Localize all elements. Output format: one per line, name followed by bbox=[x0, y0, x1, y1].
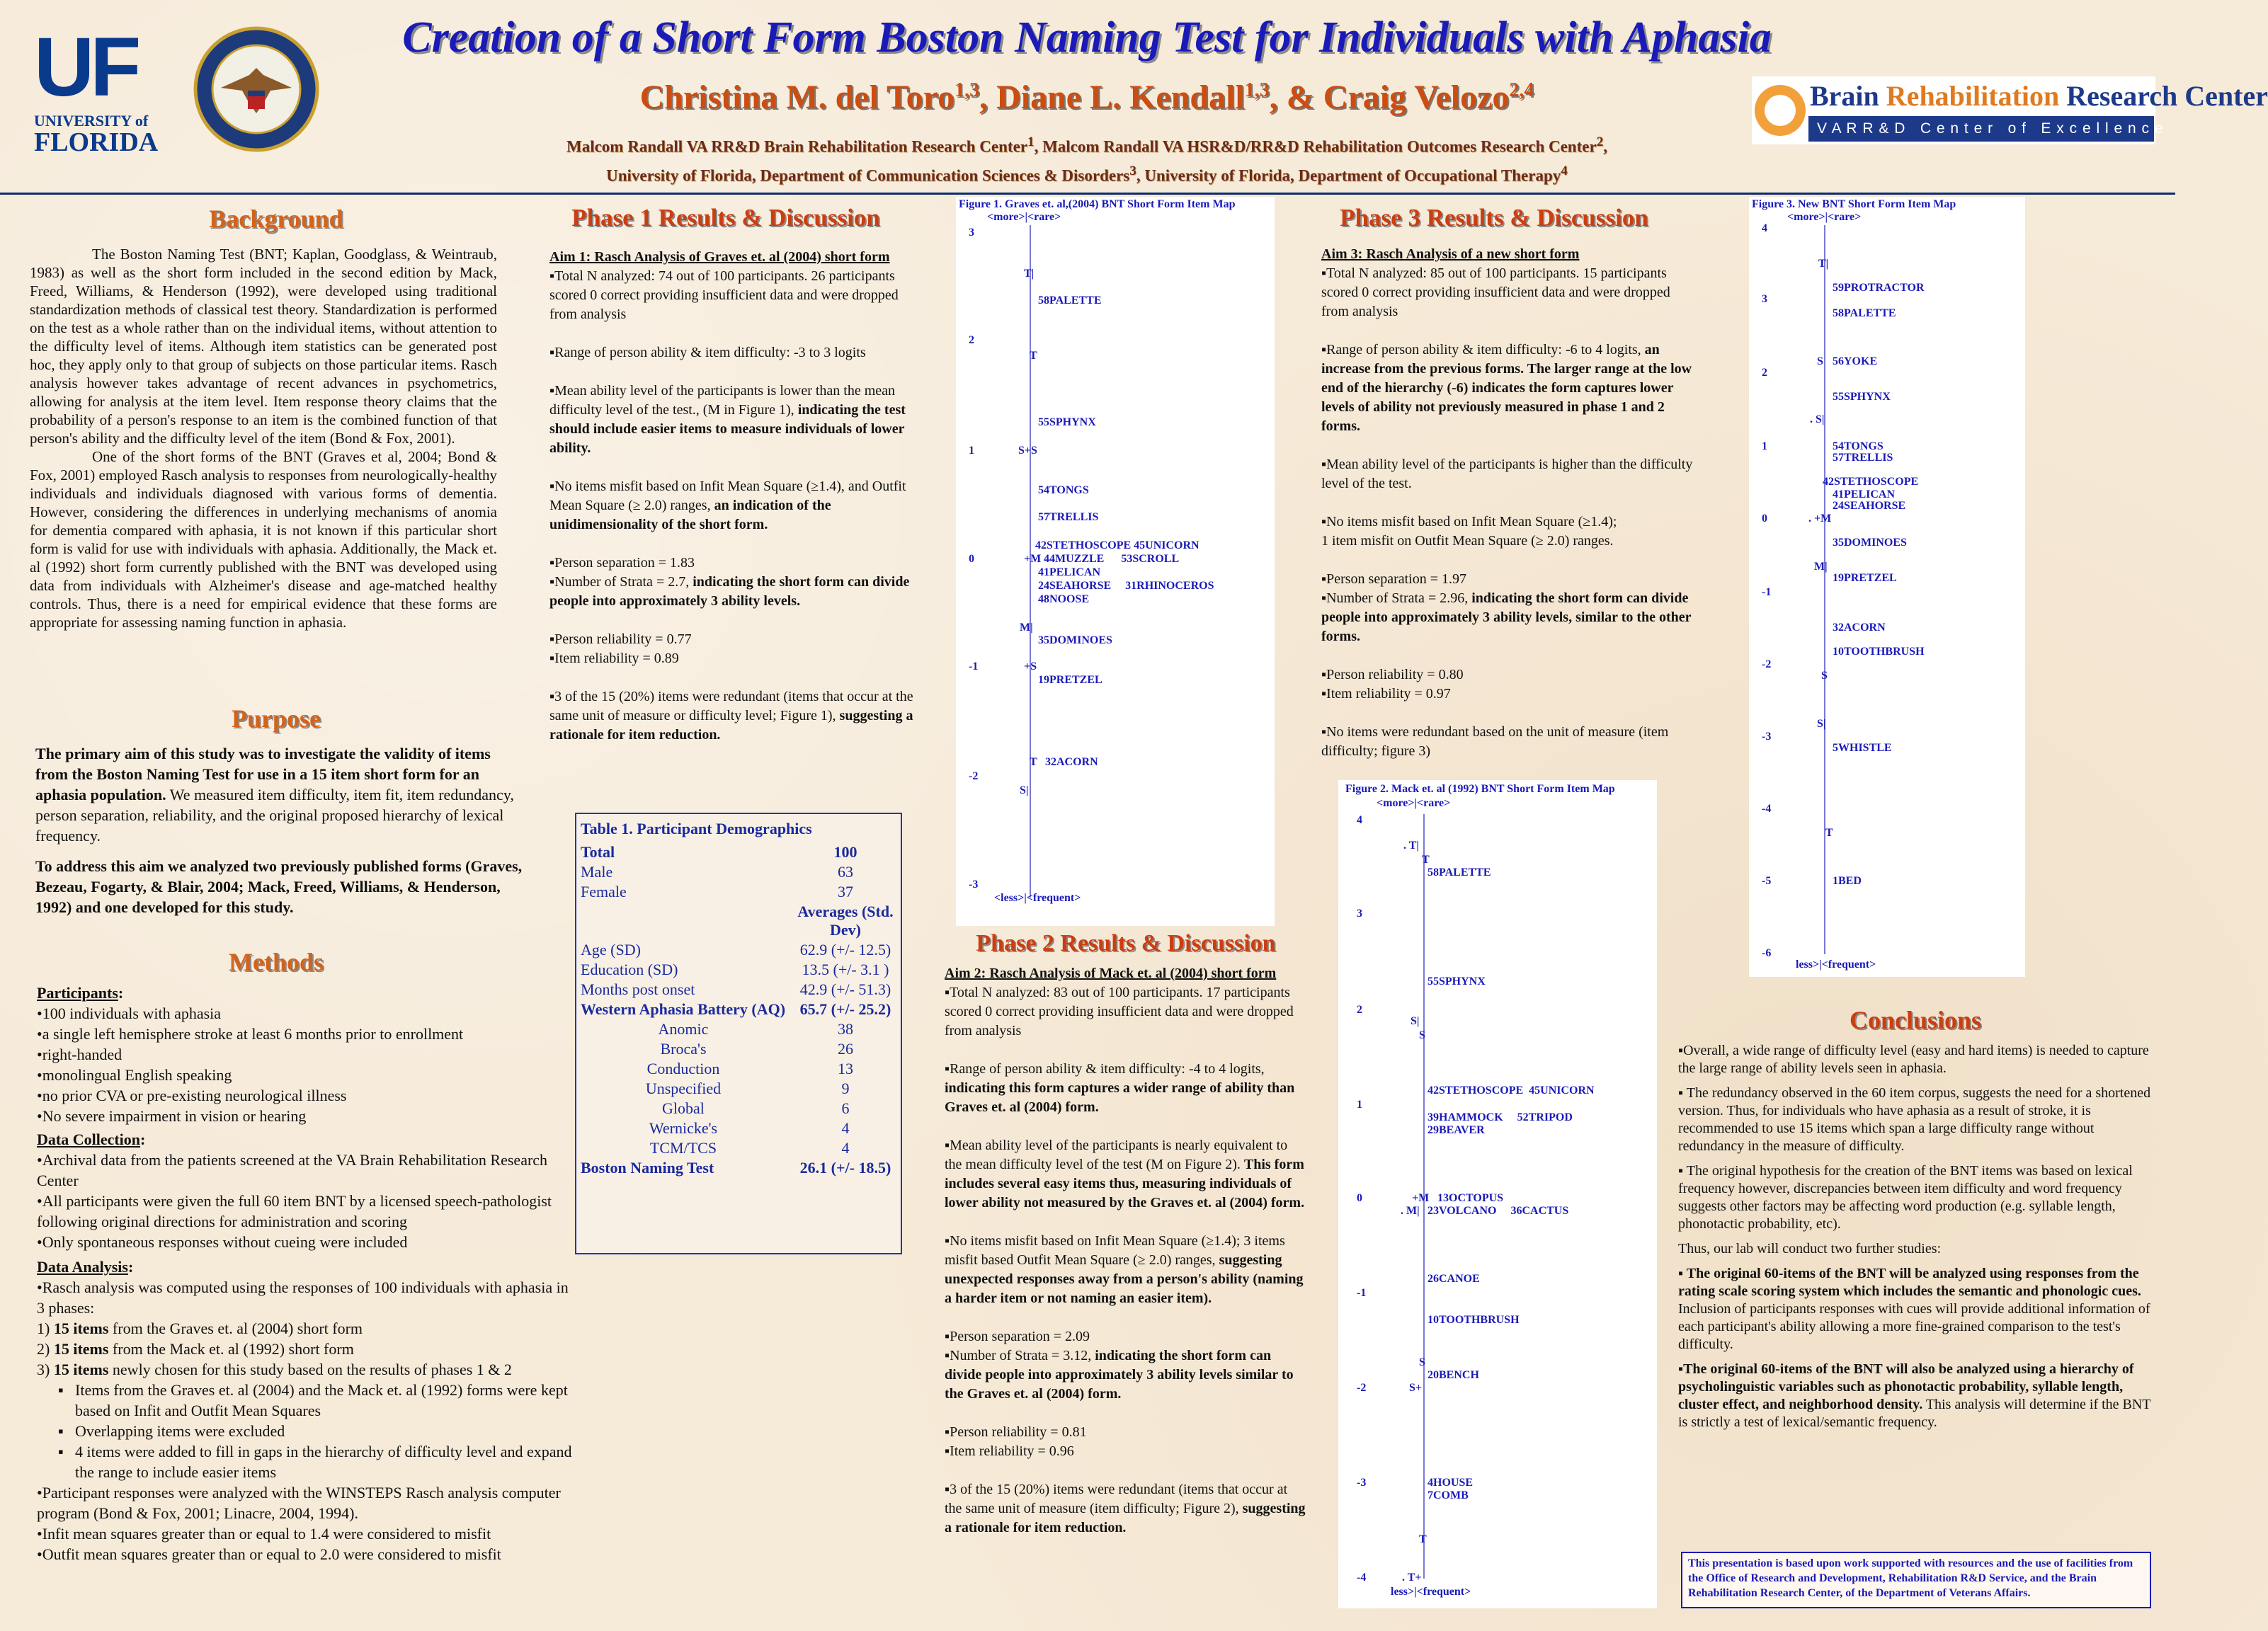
acknowledgment-note: This presentation is based upon work supported with resources and the use of facilities from the Office of Research and Development, Rehabilitation R&D Service, and the Brain Rehabilitation Research Center, of the Department of Veterans Affairs. bbox=[1681, 1552, 2151, 1608]
ability-marker: . M| bbox=[1401, 1205, 1420, 1217]
table-row bbox=[576, 1019, 901, 1039]
figure2-title: Figure 2. Mack et. al (1992) BNT Short Form Item Map bbox=[1345, 783, 1615, 795]
participants-label: Participants bbox=[37, 984, 118, 1002]
phase3-bullet: ▪Total N analyzed: 85 out of 100 participants. 15 participants scored 0 correct providing insufficient data and were dropped from analysis bbox=[1321, 265, 1670, 319]
table-cell-value: 13.5 (+/- 3.1 ) bbox=[802, 961, 889, 978]
table-cell-label: Total bbox=[581, 843, 615, 861]
table-row bbox=[576, 1138, 901, 1158]
ability-marker: M| bbox=[1814, 561, 1828, 573]
table-cell-label: Months post onset bbox=[581, 980, 695, 998]
axis-tick: -3 bbox=[1762, 731, 1772, 743]
participant-item: •No severe impairment in vision or hearing bbox=[37, 1107, 307, 1125]
uf-logo-letters: UF bbox=[34, 21, 137, 114]
ability-marker: +S bbox=[1024, 660, 1037, 673]
axis-tick: -2 bbox=[1357, 1382, 1367, 1394]
phase3-heading: Phase 3 Results & Discussion bbox=[1340, 204, 1648, 231]
item-label: 59PROTRACTOR bbox=[1833, 282, 1925, 294]
phase1-body bbox=[549, 248, 925, 745]
analysis-intro: •Rasch analysis was computed using the responses of 100 individuals with aphasia in 3 phases: bbox=[37, 1278, 569, 1317]
ability-marker: T bbox=[1030, 350, 1037, 362]
axis-tick: 2 bbox=[1357, 1004, 1362, 1016]
table-cell-value: 37 bbox=[838, 883, 853, 900]
phase2-heading: Phase 2 Results & Discussion bbox=[976, 930, 1276, 956]
table-row bbox=[576, 1158, 901, 1178]
item-label: 29BEAVER bbox=[1428, 1124, 1485, 1136]
uf-logo-line2: FLORIDA bbox=[34, 127, 159, 157]
axis-tick: 0 bbox=[969, 553, 974, 565]
table-row bbox=[576, 842, 901, 862]
figure2-bottom-label: less>|<frequent> bbox=[1391, 1586, 1471, 1598]
ability-marker: +M bbox=[1024, 553, 1042, 565]
methods-heading: Methods bbox=[229, 948, 324, 976]
axis-tick: -3 bbox=[1357, 1477, 1367, 1489]
table-cell-value: 26 bbox=[838, 1040, 853, 1058]
axis-tick: -3 bbox=[969, 879, 979, 891]
table-row bbox=[576, 980, 901, 1000]
conclusions-heading: Conclusions bbox=[1849, 1006, 1982, 1034]
phase-desc: newly chosen for this study based on the results of phases 1 & 2 bbox=[108, 1361, 512, 1378]
sub-bullet-list: ▪ Items from the Graves et. al (2004) and the Mack et. al (1992) forms were kept based on Infit and Outfit Mean Squares ▪ Overlapping items were excluded ▪ 4 items were added to fill in gaps in the hierarchy of difficulty level and expand the range to include easier items bbox=[37, 1380, 575, 1482]
axis-tick: -1 bbox=[1357, 1287, 1367, 1299]
analysis-tail-item: •Participant responses were analyzed with the WINSTEPS Rasch analysis computer program (Bond & Fox, 2001; Linacre, 2004, 1994). bbox=[37, 1484, 561, 1522]
item-label: 48NOOSE bbox=[1038, 593, 1090, 605]
table-row bbox=[576, 940, 901, 960]
axis-tick: 4 bbox=[1762, 222, 1767, 234]
analysis-tail-item: •Infit mean squares greater than or equal to 1.4 were considered to misfit bbox=[37, 1525, 491, 1543]
demographics-table bbox=[576, 842, 901, 1178]
phase-line bbox=[37, 1339, 575, 1359]
item-label: 35DOMINOES bbox=[1038, 634, 1112, 646]
figure2-top-label: <more>|<rare> bbox=[1377, 797, 1451, 809]
purpose-heading: Purpose bbox=[232, 704, 321, 733]
phase2-bullet: ▪Person reliability = 0.81 bbox=[945, 1424, 1087, 1440]
brc-name-2: Rehabilitation bbox=[1886, 80, 2060, 112]
phase-desc: from the Graves et. al (2004) short form bbox=[108, 1320, 363, 1337]
item-label: 32ACORN bbox=[1045, 756, 1098, 768]
ability-marker: T| bbox=[1024, 268, 1035, 280]
table-cell-label: Age (SD) bbox=[581, 941, 641, 958]
ability-marker: T bbox=[1030, 756, 1037, 768]
table-cell-label: Broca's bbox=[660, 1040, 707, 1058]
item-label: 13OCTOPUS bbox=[1437, 1192, 1504, 1204]
phase1-heading: Phase 1 Results & Discussion bbox=[571, 204, 880, 231]
item-label: 42STETHOSCOPE 45UNICORN bbox=[1035, 539, 1199, 551]
axis-tick: -5 bbox=[1762, 875, 1772, 887]
item-label: 32ACORN bbox=[1833, 622, 1886, 634]
phase3-bullet: ▪Person separation = 1.97 bbox=[1321, 571, 1466, 587]
table-cell-value: Averages (Std. Dev) bbox=[797, 903, 894, 939]
sub-bullet: 4 items were added to fill in gaps in the hierarchy of difficulty level and expand the range to include easier items bbox=[75, 1443, 572, 1481]
table-title: Table 1. Participant Demographics bbox=[581, 820, 812, 837]
phase1-bullet: ▪No items misfit based on Infit Mean Square (≥1.4), and Outfit Mean Square (≥ 2.0) ranges, an indication of the unidimensionality of the short form. bbox=[549, 479, 906, 532]
phase-line bbox=[37, 1318, 575, 1339]
item-label: 58PALETTE bbox=[1038, 294, 1102, 307]
phase1-aim: Aim 1: Rasch Analysis of Graves et. al (2004) short form bbox=[549, 249, 890, 265]
conclusion-bullet: ▪ The redundancy observed in the 60 item corpus, suggests the need for a shortened version. Thus, for individuals who have aphasia as a result of stroke, it is recommended to use 15 items which span a large difficulty range without redundancy in the measure of difficulty. bbox=[1678, 1085, 2151, 1154]
item-label: 7COMB bbox=[1428, 1489, 1469, 1501]
item-label: 54TONGS bbox=[1833, 440, 1884, 452]
conclusion-bullet: Thus, our lab will conduct two further studies: bbox=[1678, 1241, 1942, 1257]
table-cell-value: 38 bbox=[838, 1020, 853, 1038]
item-label: 55SPHYNX bbox=[1428, 975, 1486, 988]
analysis-label: Data Analysis bbox=[37, 1258, 128, 1276]
phase-num: 2) bbox=[37, 1340, 54, 1358]
participant-item: •no prior CVA or pre-existing neurological illness bbox=[37, 1087, 347, 1104]
ability-marker: S bbox=[1419, 1029, 1425, 1041]
phase-count: 15 items bbox=[53, 1340, 109, 1358]
background-paragraph-1: The Boston Naming Test (BNT; Kaplan, Goodglass, & Weintraub, 1983) as well as the short form included in the second edition by Mack, Freed, Williams, & Henderson (1992), were developed using traditional standardization methods of classical test theory. Standardization is performed on the test as a whole rather than on the individual items, without attention to the difficulty level of items. Although item statistics can be generated post hoc, they apply only to that group of subjects on those particular items. Rasch analysis however takes advantage of recent advances in psychometrics, allowing for analysis at the item level. Item response theory claims that the probability of a person's response to an item is the combined function of that person's ability and the difficulty level of the item (Bond & Fox, 2001). bbox=[30, 246, 497, 447]
table-cell-value: 42.9 (+/- 51.3) bbox=[799, 980, 891, 998]
collection-item: •Archival data from the patients screened at the VA Brain Rehabilitation Research Center bbox=[37, 1151, 548, 1189]
axis-tick: 3 bbox=[1762, 293, 1767, 305]
axis-tick: -4 bbox=[1357, 1572, 1367, 1584]
table-cell-label: TCM/TCS bbox=[649, 1139, 717, 1157]
item-label: 39HAMMOCK 52TRIPOD bbox=[1428, 1111, 1573, 1123]
phase1-bullet: ▪Mean ability level of the participants is lower than the mean difficulty level of the test., (M in Figure 1), indicating the test should include easier items to measure individuals of lower ability. bbox=[549, 383, 906, 456]
phase2-bullet: ▪Range of person ability & item difficulty: -4 to 4 logits, indicating this form captures a wider range of ability than Graves et. al (2004) form. bbox=[945, 1061, 1295, 1115]
table-cell-label: Male bbox=[581, 863, 613, 881]
participant-item: •right-handed bbox=[37, 1046, 122, 1063]
ability-marker: S bbox=[1821, 670, 1828, 682]
header-divider bbox=[0, 193, 2175, 195]
table-cell-label: Wernicke's bbox=[649, 1119, 718, 1137]
item-label: 4HOUSE bbox=[1428, 1477, 1474, 1489]
conclusion-bullet: ▪ The original hypothesis for the creation of the BNT items was based on lexical frequency however, discrepancies between item difficulty and word frequency suggests other factors may be affecting word production (e.g. syllable length, phonotactic probability, etc). bbox=[1678, 1163, 2133, 1232]
phase3-bullet: ▪No items misfit based on Infit Mean Square (≥1.4); bbox=[1321, 514, 1617, 530]
analysis-tail-item: •Outfit mean squares greater than or equal to 2.0 were considered to misfit bbox=[37, 1545, 501, 1563]
phase3-bullet: ▪Range of person ability & item difficulty: -6 to 4 logits, an increase from the previous forms. The larger range at the low end of the hierarchy (-6) indicates the form captures lower levels of ability not previously measured in phase 1 and 2 forms. bbox=[1321, 342, 1692, 434]
phase1-bullet: ▪Item reliability = 0.89 bbox=[549, 651, 679, 666]
phase1-bullet: ▪Person reliability = 0.77 bbox=[549, 631, 692, 647]
uf-logo bbox=[34, 21, 160, 157]
axis-tick: 2 bbox=[1762, 367, 1767, 379]
collection-label: Data Collection bbox=[37, 1131, 141, 1148]
phase-desc: from the Mack et. al (1992) short form bbox=[108, 1340, 354, 1358]
table-row bbox=[576, 902, 901, 940]
item-label: 42STETHOSCOPE bbox=[1823, 476, 1919, 488]
table-cell-label: Female bbox=[581, 883, 627, 900]
figure3-item-map bbox=[1749, 197, 2025, 977]
item-label: 44MUZZLE 53SCROLL bbox=[1044, 553, 1180, 565]
conclusion-bullet: ▪The original 60-items of the BNT will also be analyzed using a hierarchy of psycholinguistic variables such as phonotactic probability, syllable length, cluster effect, and neighborhood density. This analysis will determine if the BNT is strictly a test of lexical/semantic frequency. bbox=[1678, 1361, 2151, 1430]
ability-marker: S bbox=[1419, 1356, 1425, 1368]
purpose-aim-bold: The primary aim of this study was to investigate the validity of items from the Boston Naming Test for use in a 15 item short form for an aphasia population. bbox=[35, 745, 491, 803]
participant-item: •a single left hemisphere stroke at least 6 months prior to enrollment bbox=[37, 1025, 464, 1043]
phase1-bullet: ▪Range of person ability & item difficulty: -3 to 3 logits bbox=[549, 345, 866, 360]
ability-marker: S bbox=[1817, 355, 1823, 367]
item-label: 41PELICAN bbox=[1038, 566, 1101, 578]
ability-marker: T bbox=[1419, 1533, 1427, 1545]
ability-marker: S+S bbox=[1018, 445, 1037, 457]
figure2-item-map bbox=[1338, 780, 1657, 1608]
table-cell-value: 100 bbox=[833, 843, 857, 861]
purpose-body bbox=[35, 743, 524, 917]
ability-marker: S| bbox=[1411, 1015, 1420, 1027]
brc-name-3: Research Center bbox=[2059, 80, 2268, 112]
phase2-bullet: ▪No items misfit based on Infit Mean Square (≥1.4); 3 items misfit based Outfit Mean Square (≥ 2.0) ranges, suggesting unexpected responses away from a person's ability (naming a harder item or not naming an easier item). bbox=[945, 1233, 1304, 1306]
axis-tick: 0 bbox=[1762, 513, 1767, 525]
table-row bbox=[576, 1059, 901, 1079]
item-label: 1BED bbox=[1833, 875, 1862, 887]
item-label: 54TONGS bbox=[1038, 484, 1089, 496]
phase2-bullet: ▪Number of Strata = 3.12, indicating the short form can divide people into approximately 3 ability levels similar to the Graves et. al (2004) form. bbox=[945, 1348, 1294, 1402]
item-label: 24SEAHORSE bbox=[1833, 500, 1906, 512]
collection-list bbox=[37, 1150, 575, 1252]
item-label: 58PALETTE bbox=[1428, 866, 1491, 879]
axis-tick: 1 bbox=[969, 445, 974, 457]
poster-affiliations: Malcom Randall VA RR&D Brain Rehabilitation Research Center$^1$, Malcom Randall VA HSR&D/RR&D Rehabilitation Outcomes Research Center$^2$, University of Florida, Department of Communication Sciences & Disorders$^3$, University of Florida, Department of Occupational Therapy$^4$ bbox=[566, 135, 1608, 185]
table-cell-value: 9 bbox=[841, 1080, 850, 1097]
item-label: 19PRETZEL bbox=[1833, 572, 1897, 584]
table-cell-label: Unspecified bbox=[645, 1080, 722, 1097]
phase3-bullet: ▪Number of Strata = 2.96, indicating the short form can divide people into approximately 3 ability levels, similar to the other forms. bbox=[1321, 590, 1692, 644]
phase1-bullet: ▪Number of Strata = 2.7, indicating the short form can divide people into approximately 3 ability levels. bbox=[549, 574, 910, 609]
table-cell-value: 4 bbox=[841, 1119, 850, 1137]
phase1-bullet: ▪Total N analyzed: 74 out of 100 participants. 26 participants scored 0 correct providing insufficient data and were dropped from analysis bbox=[549, 268, 899, 322]
phase2-body bbox=[945, 964, 1306, 1538]
collection-item: •All participants were given the full 60 item BNT by a licensed speech-pathologist following original directions for administration and scoring bbox=[37, 1192, 552, 1230]
poster-title: Creation of a Short Form Boston Naming Test for Individuals with Aphasia bbox=[402, 13, 1772, 62]
phase2-bullet: ▪Mean ability level of the participants is nearly equivalent to the mean difficulty level of the test (M on Figure 2). This form includes several easy items thus, measuring individuals of lower ability not measured by the Graves et. al (2004) form. bbox=[945, 1138, 1305, 1211]
collection-item: •Only spontaneous responses without cueing were included bbox=[37, 1233, 408, 1251]
item-label: 55SPHYNX bbox=[1833, 391, 1891, 403]
table-row bbox=[576, 960, 901, 980]
figure1-bottom-label: <less>|<frequent> bbox=[994, 892, 1081, 904]
ability-marker: S| bbox=[1817, 718, 1826, 730]
ability-marker: M| bbox=[1020, 622, 1033, 634]
item-label: 10TOOTHBRUSH bbox=[1428, 1314, 1520, 1326]
ability-marker: S+ bbox=[1409, 1382, 1423, 1394]
table-cell-value: 63 bbox=[838, 863, 853, 881]
participants-list bbox=[37, 1003, 575, 1126]
item-label: 19PRETZEL bbox=[1038, 674, 1102, 686]
axis-tick: 3 bbox=[969, 227, 974, 239]
item-label: 24SEAHORSE 31RHINOCEROS bbox=[1038, 580, 1214, 592]
table-row bbox=[576, 1079, 901, 1099]
sub-bullet: Overlapping items were excluded bbox=[75, 1422, 285, 1440]
va-seal-icon bbox=[193, 25, 320, 153]
phase1-bullet: ▪3 of the 15 (20%) items were redundant (items that occur at the same unit of measure or difficulty level; Figure 1), suggesting a rationale for item reduction. bbox=[549, 689, 913, 743]
phase3-aim: Aim 3: Rasch Analysis of a new short form bbox=[1321, 246, 1580, 262]
item-label: 5WHISTLE bbox=[1833, 742, 1892, 754]
ability-marker: . T+ bbox=[1402, 1572, 1422, 1584]
figure1-top-label: <more>|<rare> bbox=[987, 211, 1061, 223]
purpose-approach: To address this aim we analyzed two previously published forms (Graves, Bezeau, Fogarty, & Blair, 2004; Mack, Freed, Williams, & Henderson, 1992) and one developed for this study. bbox=[35, 857, 523, 916]
axis-tick: -1 bbox=[969, 660, 979, 673]
table-cell-value: 26.1 (+/- 18.5) bbox=[799, 1159, 891, 1177]
table-row bbox=[576, 862, 901, 882]
table-cell-label bbox=[576, 902, 790, 940]
item-label: 41PELICAN bbox=[1833, 488, 1896, 500]
uf-logo-line1: UNIVERSITY of bbox=[34, 112, 149, 130]
conclusion-bullet: ▪Overall, a wide range of difficulty level (easy and hard items) is needed to capture the large range of ability levels seen in aphasia. bbox=[1678, 1043, 2149, 1076]
background-heading: Background bbox=[209, 205, 343, 233]
conclusions-body bbox=[1678, 1042, 2153, 1431]
table-row bbox=[576, 1118, 901, 1138]
item-label: 42STETHOSCOPE 45UNICORN bbox=[1428, 1085, 1595, 1097]
axis-tick: -4 bbox=[1762, 803, 1772, 815]
phase2-bullet: ▪Total N analyzed: 83 out of 100 participants. 17 participants scored 0 correct providing insufficient data and were dropped from analysis bbox=[945, 985, 1294, 1038]
phase-line bbox=[37, 1359, 575, 1380]
demographics-table-box bbox=[575, 813, 902, 1254]
table-row bbox=[576, 882, 901, 902]
background-paragraph-2: One of the short forms of the BNT (Graves et al, 2004; Bond & Fox, 2001) employed Rasch analysis to responses from neurologically-healthy individuals and individuals diagnosed with various forms of dementia. However, considering the differences in underlying mechanisms of anomia for dementia compared with aphasia, it is not known if this particular short form is valid for use with individuals with aphasia. Additionally, the Mack et. al (1992) short form currently published with the BNT was developed using data from individuals with Alzheimer's disease and age-matched healthy controls. Thus, there is a need for empirical evidence that these forms are appropriate for assessing naming function in aphasia. bbox=[30, 448, 497, 631]
table-row bbox=[576, 1039, 901, 1059]
ability-marker: . S| bbox=[1810, 413, 1825, 425]
table-cell-value: 6 bbox=[841, 1099, 850, 1117]
phase-count: 15 items bbox=[53, 1361, 109, 1378]
table-cell-label: Global bbox=[662, 1099, 705, 1117]
axis-tick: 1 bbox=[1762, 440, 1767, 452]
figure3-top-label: <more>|<rare> bbox=[1787, 211, 1862, 223]
participant-item: •monolingual English speaking bbox=[37, 1066, 232, 1084]
table-cell-value: 65.7 (+/- 25.2) bbox=[799, 1000, 891, 1018]
ability-marker: T bbox=[1422, 854, 1430, 866]
ability-marker: . T| bbox=[1403, 840, 1419, 852]
table-row bbox=[576, 1099, 901, 1118]
phase3-bullet: ▪Person reliability = 0.80 bbox=[1321, 667, 1464, 682]
participant-item: •100 individuals with aphasia bbox=[37, 1005, 222, 1022]
methods-body: Participants: •100 individuals with aphasia •a single left hemisphere stroke at least 6 months prior to enrollment •right-handed •monolingual English speaking •no prior CVA or pre-existing neurological illness •No severe impairment in vision or hearing Data Collection: •Archival data from the patients screened at the VA Brain Rehabilitation Research Center •All participants were given the full 60 item BNT by a licensed speech-pathologist following original directions for administration and scoring •Only spontaneous responses without cueing were included Data Analysis: •Rasch analysis was computed using the responses of 100 individuals with aphasia in 3 phases: 1) 15 items from the Graves et. al (2004) short form 2) 15 items from the Mack et. al (1992) short form 3) 15 items newly chosen for this study based on the results of phases 1 & 2 ▪ Items from the Graves et. al (2004) and the Mack et. al (1992) forms were kept based on Infit and Outfit Mean Squares ▪ Overlapping items were excluded ▪ 4 items were added to fill in gaps in the hierarchy of difficulty level and expand the range to include easier items •Participant responses were analyzed with the WINSTEPS Rasch analysis computer program (Bond & Fox, 2001; Linacre, 2004, 1994). •Infit mean squares greater than or equal to 1.4 were considered to misfit •Outfit mean squares greater than or equal to 2.0 were considered to misfit bbox=[37, 983, 575, 1564]
phase-num: 1) bbox=[37, 1320, 54, 1337]
axis-tick: 3 bbox=[1357, 908, 1362, 920]
axis-tick: 0 bbox=[1357, 1192, 1362, 1204]
figure3-bottom-label: less>|<frequent> bbox=[1796, 958, 1876, 971]
table-cell-label: Boston Naming Test bbox=[581, 1159, 714, 1177]
table-row bbox=[576, 1000, 901, 1019]
phase2-aim: Aim 2: Rasch Analysis of Mack et. al (2004) short form bbox=[945, 966, 1277, 981]
table-cell-value: 13 bbox=[838, 1060, 853, 1077]
phase3-bullet: ▪Mean ability level of the participants is higher than the difficulty level of the test. bbox=[1321, 457, 1693, 491]
ability-marker: T| bbox=[1818, 258, 1829, 270]
axis-tick: -1 bbox=[1762, 586, 1772, 598]
figure1-item-map bbox=[956, 197, 1275, 926]
figure1-title: Figure 1. Graves et. al,(2004) BNT Short Form Item Map bbox=[959, 198, 1236, 210]
poster-authors: Christina M. del Toro$^{1,3}$, Diane L. Kendall$^{1,3}$, & Craig Velozo$^{2,4}$ bbox=[639, 79, 1534, 116]
phase2-bullet: ▪3 of the 15 (20%) items were redundant (items that occur at the same unit of measure (item difficulty; Figure 2), suggesting a rationale for item reduction. bbox=[945, 1482, 1306, 1535]
purpose-aim-rest: We measured item difficulty, item fit, item redundancy, person separation, reliability, and the original proposed hierarchy of lexical frequency. bbox=[35, 786, 514, 845]
item-label: 20BENCH bbox=[1428, 1369, 1479, 1381]
ability-marker: . +M bbox=[1808, 513, 1832, 525]
axis-tick: 4 bbox=[1357, 814, 1362, 826]
figure3-title: Figure 3. New BNT Short Form Item Map bbox=[1752, 198, 1956, 210]
table-cell-label: Conduction bbox=[646, 1060, 720, 1077]
sub-bullet: Items from the Graves et. al (2004) and the Mack et. al (1992) forms were kept based on Infit and Outfit Mean Squares bbox=[75, 1381, 568, 1419]
brc-logo bbox=[1752, 76, 2268, 144]
ability-marker: +M bbox=[1412, 1192, 1430, 1204]
conclusion-bullet: ▪ The original 60-items of the BNT will be analyzed using responses from the rating scale scoring system which includes the semantic and phonologic cues. Inclusion of participants responses with cues will provide additional information of each participant's ability allowing a more fine-grained comparison to the test's difficulty. bbox=[1678, 1266, 2150, 1352]
axis-tick: -2 bbox=[1762, 658, 1772, 670]
table-cell-value: 4 bbox=[841, 1139, 850, 1157]
item-label: 35DOMINOES bbox=[1833, 537, 1907, 549]
phase3-bullet: ▪Item reliability = 0.97 bbox=[1321, 686, 1451, 702]
ability-marker: T bbox=[1825, 827, 1833, 839]
table-cell-label: Western Aphasia Battery (AQ) bbox=[581, 1000, 786, 1018]
phase2-bullet: ▪Person separation = 2.09 bbox=[945, 1329, 1090, 1344]
phase-count: 15 items bbox=[53, 1320, 109, 1337]
item-label: 23VOLCANO 36CACTUS bbox=[1428, 1205, 1569, 1217]
phase3-bullet: 1 item misfit on Outfit Mean Square (≥ 2.0) ranges. bbox=[1321, 533, 1614, 549]
ability-marker: S| bbox=[1020, 784, 1029, 796]
item-label: 10TOOTHBRUSH bbox=[1833, 646, 1925, 658]
phase1-bullet: ▪Person separation = 1.83 bbox=[549, 555, 695, 571]
item-label: 55SPHYNX bbox=[1038, 416, 1096, 428]
brc-name-1: Brain bbox=[1810, 80, 1886, 112]
item-label: 56YOKE bbox=[1833, 355, 1878, 367]
table-cell-label: Education (SD) bbox=[581, 961, 678, 978]
table-cell-value: 62.9 (+/- 12.5) bbox=[799, 941, 891, 958]
phase2-bullet: ▪Item reliability = 0.96 bbox=[945, 1443, 1074, 1459]
phase-num: 3) bbox=[37, 1361, 54, 1378]
brc-subtitle: V A R R & D C e n t e r o f E x c e l l e n c e bbox=[1817, 120, 2164, 137]
item-label: 57TRELLIS bbox=[1038, 511, 1099, 523]
phase3-bullet: ▪No items were redundant based on the unit of measure (item difficulty; figure 3) bbox=[1321, 724, 1669, 759]
item-label: 57TRELLIS bbox=[1833, 452, 1893, 464]
axis-tick: 2 bbox=[969, 334, 974, 346]
axis-tick: -6 bbox=[1762, 947, 1772, 959]
background-body bbox=[30, 245, 497, 631]
item-label: 58PALETTE bbox=[1833, 307, 1896, 319]
axis-tick: -2 bbox=[969, 770, 979, 782]
phase3-body bbox=[1321, 245, 1697, 761]
axis-tick: 1 bbox=[1357, 1099, 1362, 1111]
table-cell-label: Anomic bbox=[658, 1020, 709, 1038]
item-label: 26CANOE bbox=[1428, 1273, 1480, 1285]
